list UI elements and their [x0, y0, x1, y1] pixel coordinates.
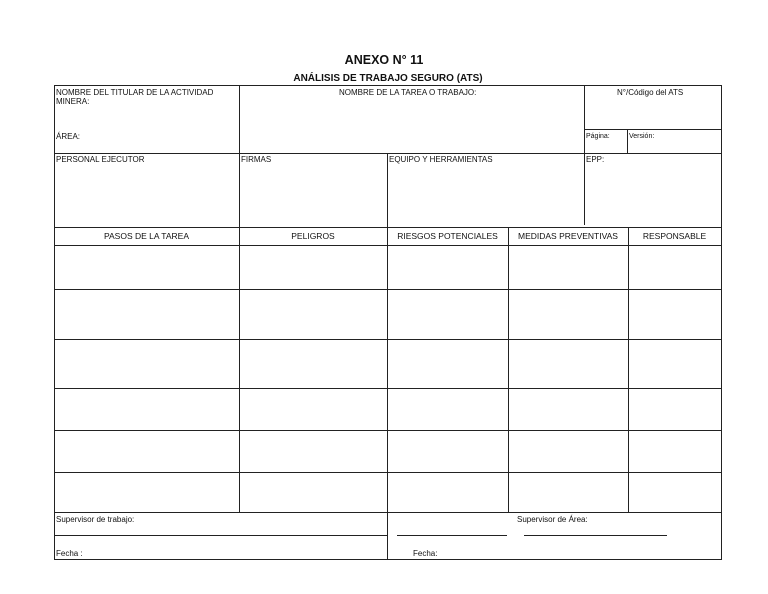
pagina-label: Página: — [586, 133, 610, 140]
table-row — [54, 339, 722, 340]
table-row — [54, 289, 722, 290]
column-header: RIESGOS POTENCIALES — [397, 231, 498, 241]
equipo-label: EQUIPO Y HERRAMIENTAS — [389, 155, 493, 164]
page-subtitle: ANÁLISIS DE TRABAJO SEGURO (ATS) — [293, 73, 483, 84]
codigo-label: N°/Código del ATS — [617, 88, 684, 97]
fecha-right-label: Fecha: — [413, 549, 438, 558]
titular-label-line1: NOMBRE DEL TITULAR DE LA ACTIVIDAD — [56, 88, 214, 97]
divider — [54, 227, 722, 228]
divider — [584, 85, 585, 225]
supervisor-area-label: Supervisor de Área: — [517, 515, 588, 524]
signature-line — [524, 535, 667, 536]
firmas-label: FIRMAS — [241, 155, 272, 164]
supervisor-trabajo-label: Supervisor de trabajo: — [56, 515, 135, 524]
form-right-border — [721, 85, 722, 560]
divider — [628, 227, 629, 512]
divider — [54, 153, 722, 154]
fecha-left-label: Fecha : — [56, 549, 83, 558]
divider — [239, 85, 240, 245]
divider — [387, 153, 388, 560]
form-bottom-border — [54, 559, 722, 560]
page-title: ANEXO N° 11 — [344, 53, 424, 67]
column-header: MEDIDAS PREVENTIVAS — [518, 231, 618, 241]
signature-line — [397, 535, 507, 536]
divider — [54, 535, 387, 536]
personal-ejecutor-label: PERSONAL EJECUTOR — [56, 155, 145, 164]
column-header: PASOS DE LA TAREA — [103, 231, 190, 241]
table-row — [54, 472, 722, 473]
table-row — [54, 512, 722, 513]
version-label: Versión: — [629, 133, 655, 140]
area-label: ÁREA: — [56, 132, 81, 141]
form-left-border — [54, 85, 55, 560]
column-header: RESPONSABLE — [642, 231, 707, 241]
column-header: PELIGROS — [291, 231, 335, 241]
table-row — [54, 245, 722, 246]
tarea-label: NOMBRE DE LA TAREA O TRABAJO: — [339, 88, 477, 97]
divider — [627, 129, 628, 153]
titular-label-line2: MINERA: — [56, 97, 90, 106]
form-top-border — [54, 85, 722, 86]
divider — [508, 227, 509, 512]
table-row — [54, 388, 722, 389]
divider — [584, 129, 722, 130]
titular-label — [56, 88, 213, 106]
epp-label: EPP: — [586, 155, 605, 164]
table-row — [54, 430, 722, 431]
